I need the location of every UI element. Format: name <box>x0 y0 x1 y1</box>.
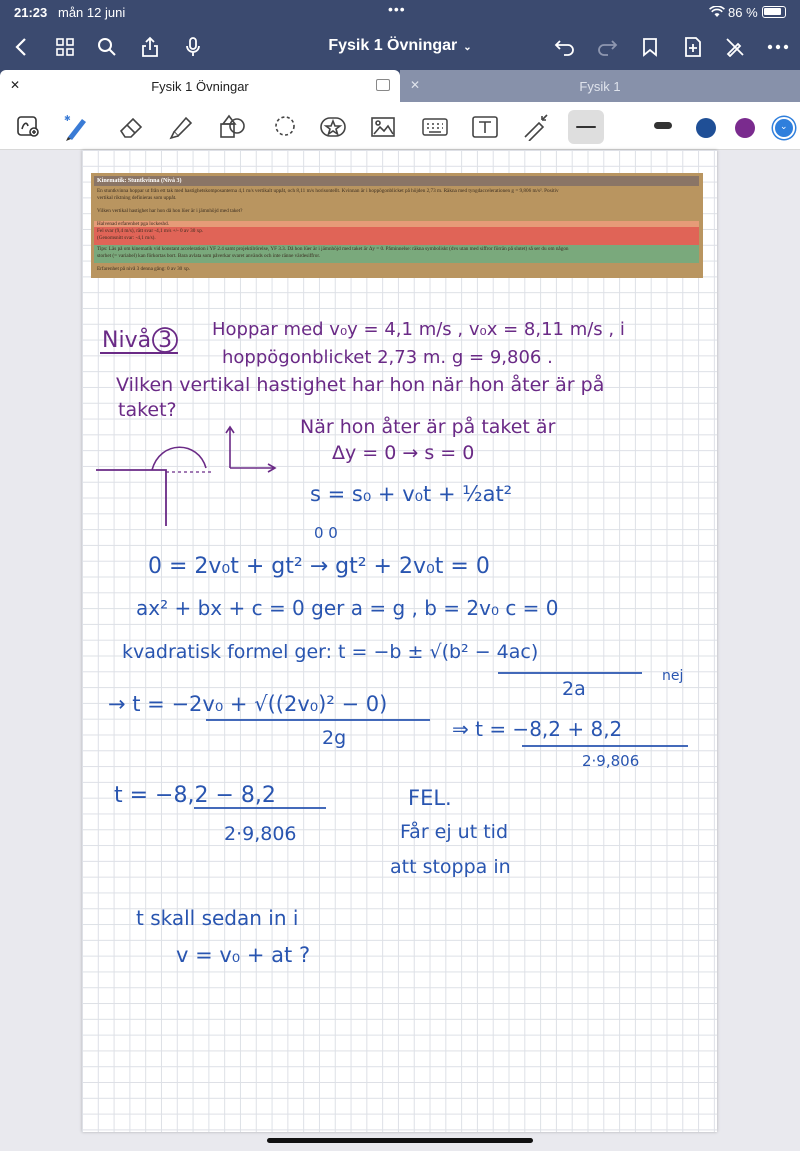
color-swatch-blue[interactable] <box>696 118 716 138</box>
note-line-10: ax² + bx + c = 0 ger a = g , b = 2v₀ c = 0 <box>136 596 559 620</box>
tab-fysik-1-ovningar[interactable] <box>0 70 400 102</box>
note-line-6: Δy = 0 → s = 0 <box>332 442 475 464</box>
tab-bar <box>0 70 800 102</box>
document-title[interactable] <box>300 37 500 55</box>
nav-bar <box>0 24 800 70</box>
keyboard-icon[interactable] <box>420 112 450 142</box>
battery-percent: 86 % <box>728 5 758 20</box>
photo-feedback-1: Halvenad erfarenhet pga lockeshd. <box>97 221 170 227</box>
battery-icon <box>762 6 786 18</box>
text-icon[interactable] <box>470 112 500 142</box>
note-line-14b: 2·9,806 <box>224 823 297 845</box>
status-date: mån 12 juni <box>58 5 126 20</box>
note-line-11b: 2a <box>562 678 586 700</box>
photo-footer: Erfarenhet på nivå 3 denna gång: 0 av 30 xp. <box>97 266 191 272</box>
grid-icon[interactable] <box>52 34 78 60</box>
note-line-4: taket? <box>118 399 177 421</box>
search-icon[interactable] <box>94 34 120 60</box>
note-fel-2: Får ej ut tid <box>400 821 509 843</box>
close-tab-icon[interactable]: ✕ <box>10 78 21 92</box>
handwritten-notes <box>82 150 717 1132</box>
pen-icon[interactable] <box>62 112 92 142</box>
split-view-icon[interactable] <box>376 79 390 91</box>
tab-label: Fysik 1 <box>579 79 621 94</box>
chevron-down-icon: ⌄ <box>463 42 472 53</box>
drawing-toolbar <box>0 102 800 150</box>
notebook-page[interactable] <box>82 150 717 1132</box>
photo-line-1: En stuntkvinna hoppar ut från ett tak med hastighetskomposanterna 4,1 m/s vertikalt uppåt, och 8,11 m/s horisontellt. Kvinnan är i hoppögonblicket på höjden 2,73 m. Räkna med tyngdaccelerationen g = 9,806 m/s². Positiv <box>97 188 559 194</box>
note-line-8: 0 0 <box>314 524 338 542</box>
note-fel: FEL. <box>408 786 452 810</box>
note-line-7: s = s₀ + v₀t + ½at² <box>310 482 513 506</box>
note-line-2: hoppögonblicket 2,73 m. g = 9,806 . <box>222 347 553 368</box>
note-line-1: Hoppar med v₀y = 4,1 m/s , v₀x = 8,11 m/s , i <box>212 319 625 340</box>
undo-icon[interactable] <box>552 34 578 60</box>
eraser-icon[interactable] <box>116 112 146 142</box>
image-icon[interactable] <box>368 112 398 142</box>
shapes-icon[interactable] <box>218 112 248 142</box>
wifi-icon <box>709 6 725 18</box>
note-line-13b: 2·9,806 <box>582 752 640 770</box>
color-picker-icon[interactable]: ⌄ <box>773 117 795 139</box>
more-icon[interactable] <box>765 34 791 60</box>
lasso-zoom-icon[interactable] <box>14 112 44 142</box>
note-nej: nej <box>662 668 684 684</box>
home-indicator[interactable] <box>267 1138 533 1143</box>
note-line-5: När hon åter är på taket är <box>300 416 556 438</box>
microphone-icon[interactable] <box>180 34 206 60</box>
stroke-width-selected[interactable] <box>568 110 604 144</box>
bookmark-icon[interactable] <box>637 34 663 60</box>
sticker-icon[interactable] <box>318 112 348 142</box>
photo-feedback-3: (Genomsnitt svar: -4,1 m/s). <box>97 235 156 241</box>
photo-feedback-2: Fel svar (9,4 m/s), rätt svar -4,1 m/s +/- 0 av 30 xp. <box>97 228 204 234</box>
note-line-11: kvadratisk formel ger: t = −b ± √(b² − 4ac) <box>122 641 539 663</box>
note-line-13: ⇒ t = −8,2 + 8,2 <box>452 717 623 741</box>
tab-fysik-1[interactable] <box>400 70 800 102</box>
note-line-12b: 2g <box>322 727 347 749</box>
photo-question: Vilken vertikal hastighet har hon då hon lüer är i jämnhöjd med taket? <box>97 208 243 214</box>
multitask-dots-icon[interactable]: ••• <box>388 1 406 17</box>
note-fel-3: att stoppa in <box>390 856 511 878</box>
photo-heading: Kinematik: Stuntkvinna (Nivå 3) <box>94 176 699 186</box>
add-page-icon[interactable] <box>680 34 706 60</box>
svg-text:✱: ✱ <box>64 114 71 123</box>
tab-label: Fysik 1 Övningar <box>151 79 249 94</box>
close-tab-icon[interactable]: ✕ <box>410 78 421 92</box>
note-niva: Nivå 3 <box>102 328 173 353</box>
photo-tip: Tips: Läs på om kinematik vid konstant acceleration i YF 2.4 samt projektilrörelse, YF 3.3. Då hon lüer är i jämnhöjd med taket är Δy = 0. Påminnelse: räkna symboliskt (dvs utan med siffror förrän på slutet) så ser du om någon <box>97 246 569 252</box>
status-time: 21:23 <box>14 5 48 20</box>
lasso-icon[interactable] <box>270 112 300 142</box>
back-icon[interactable] <box>8 34 34 60</box>
laser-pointer-icon[interactable] <box>520 112 550 142</box>
highlighter-icon[interactable] <box>166 112 196 142</box>
redo-icon[interactable] <box>594 34 620 60</box>
note-line-3: Vilken vertikal hastighet har hon när hon åter är på <box>116 374 605 396</box>
stroke-width-thick[interactable] <box>654 122 672 129</box>
note-line-12: → t = −2v₀ + √((2v₀)² − 0) <box>108 692 388 716</box>
note-line-15: t skall sedan in i <box>136 906 299 930</box>
share-icon[interactable] <box>137 34 163 60</box>
photo-line-2: vertikal riktning definieras som uppåt. <box>97 195 177 201</box>
status-bar <box>0 0 800 24</box>
document-title-text: Fysik 1 Övningar <box>328 37 458 54</box>
note-line-16: v = v₀ + at ? <box>176 943 311 967</box>
color-swatch-purple[interactable] <box>735 118 755 138</box>
pen-off-icon[interactable] <box>722 34 748 60</box>
note-line-9: 0 = 2v₀t + gt² → gt² + 2v₀t = 0 <box>148 554 490 579</box>
note-line-14: t = −8,2 − 8,2 <box>114 783 276 808</box>
photo-tip-2: storhet (= variabel) kan förkortas bort. Bara avlata som påverkar svaret används och inte ränne värdesiffror. <box>97 253 321 259</box>
